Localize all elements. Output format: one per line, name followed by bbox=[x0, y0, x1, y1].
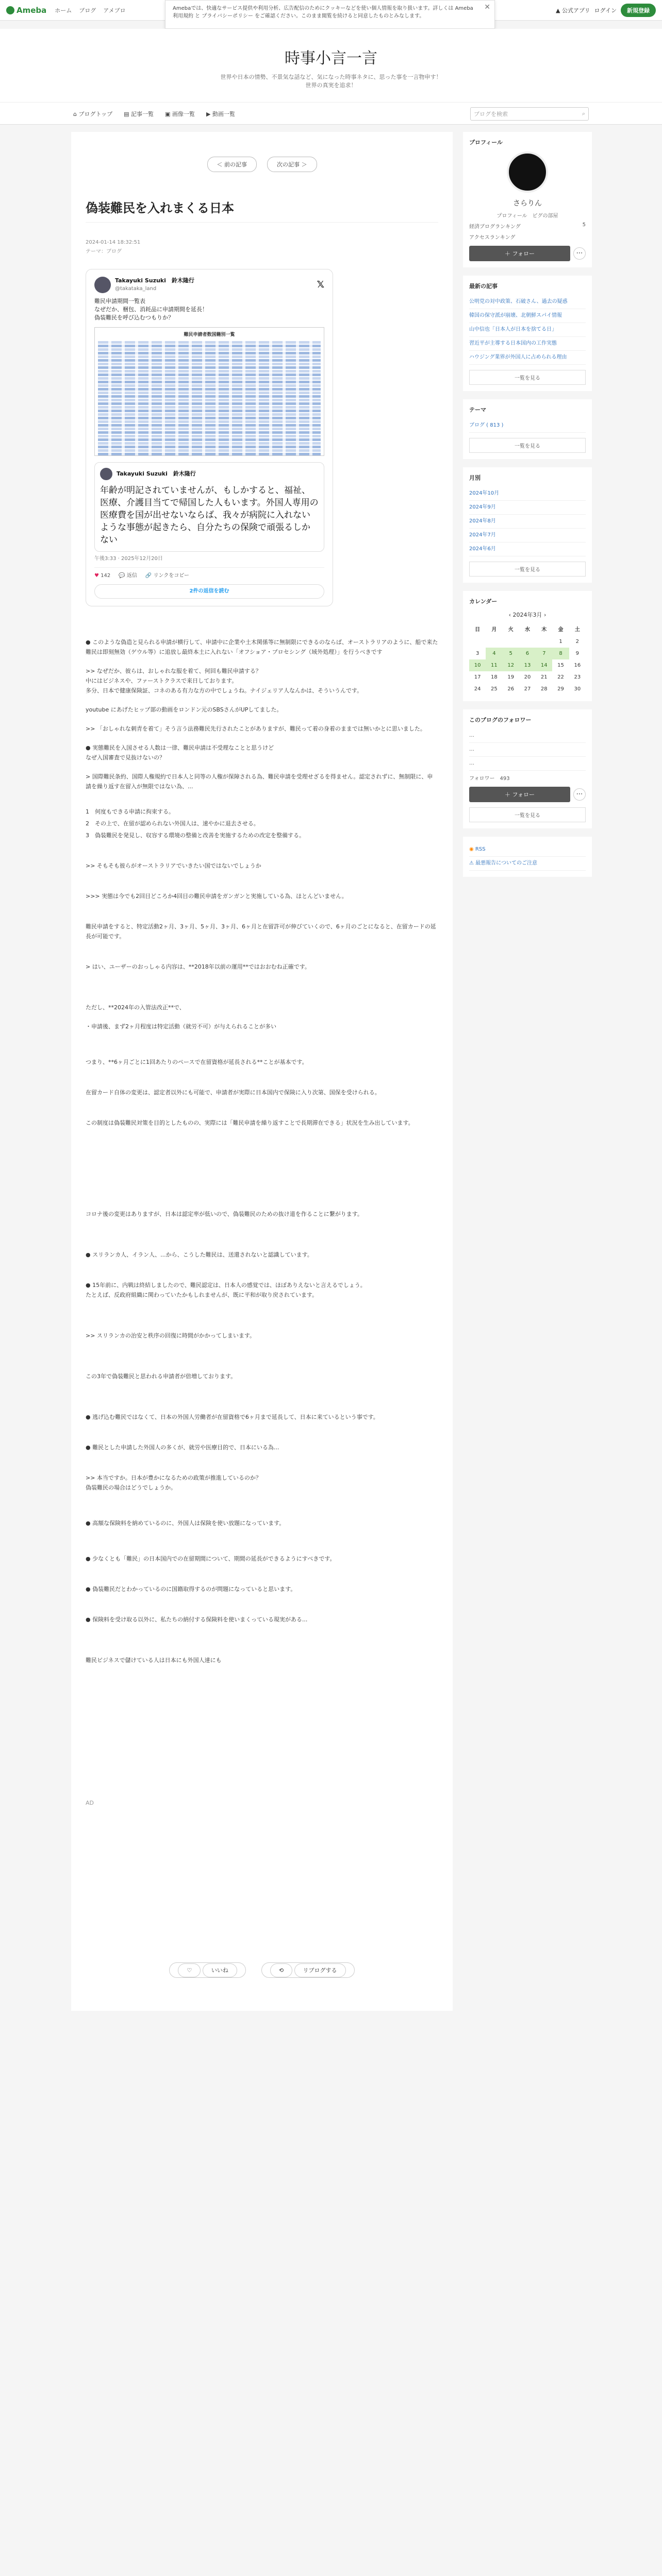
profile-name[interactable]: さらりん bbox=[513, 199, 542, 208]
blog-title[interactable]: 時事小言一言 bbox=[285, 49, 377, 67]
reply-icon: 💬 bbox=[119, 573, 125, 579]
profile-heading: プロフィール bbox=[469, 139, 503, 146]
calendar-heading: カレンダー bbox=[469, 598, 498, 605]
paragraph: ただし、**2024年の入管法改正**で、 bbox=[86, 1004, 185, 1011]
calendar-box bbox=[463, 591, 592, 701]
close-icon[interactable]: ✕ bbox=[484, 3, 490, 11]
brand-name: Ameba bbox=[16, 5, 47, 15]
recent-more-button[interactable]: 一覧を見る bbox=[469, 370, 586, 385]
weekday: 土 bbox=[574, 627, 580, 633]
recent-entry[interactable]: 習近平が主導する日本国内の工作実態 bbox=[469, 337, 586, 351]
app-link[interactable]: ▲ 公式アプリ bbox=[556, 7, 590, 14]
report-link[interactable] bbox=[469, 857, 586, 871]
calendar-month bbox=[469, 611, 586, 619]
nav-home[interactable]: ホーム bbox=[55, 7, 72, 14]
blog-desc-line1: 世界や日本の情勢、不景気な話など、気になった時事ネタに、思った事を一言物申す！ bbox=[220, 74, 442, 80]
list-item: 3 偽装難民を発見し、収容する環境の整備と改善を実施するための改定を整備する。 bbox=[86, 832, 305, 839]
paragraph: この3年で偽装難民と思われる申請者が倍増しております。 bbox=[86, 1373, 237, 1380]
paragraph: ● このような偽造と見られる申請が横行して、申請中に企業や土木関係等に無制限にできるのならば、オーストラリアのように、船で来た難民は即刻無効（ゲウル等）に追放し最終本土に入れない「オフショア・プロセシング（域外処理）」を行うべきです bbox=[86, 639, 438, 655]
ameba-logo-icon bbox=[6, 6, 14, 14]
paragraph: 難民ビジネスで儲けている人は日本にも外国人達にも bbox=[86, 1657, 222, 1664]
nav-blog[interactable]: ブログ bbox=[79, 7, 96, 14]
calendar-day: 17 bbox=[474, 674, 481, 680]
calendar-grid bbox=[469, 622, 586, 695]
paragraph: ● 実態難民を入国させる人数は一律、難民申請は不受理なことと思うけど なぜ入国審査で見抜けないの？ bbox=[86, 744, 274, 761]
month-heading: 月別 bbox=[469, 474, 481, 481]
monthly-box bbox=[463, 467, 592, 583]
avatar[interactable] bbox=[94, 277, 111, 293]
entry-theme[interactable]: テーマ：ブログ bbox=[86, 249, 122, 255]
calendar-day-with-post[interactable]: 8 bbox=[552, 648, 569, 659]
profile-links[interactable]: プロフィール ピグの部屋 bbox=[496, 213, 558, 219]
copy-label: リンクをコピー bbox=[153, 573, 189, 579]
tweet-actions bbox=[94, 567, 324, 580]
calendar-day-with-post[interactable]: 14 bbox=[536, 659, 552, 671]
calendar-day: 27 bbox=[524, 686, 531, 692]
cookie-text: Amebaでは、快適なサービス提供や利用分析、広告配信のためにクッキーなどを使い個人情報を取り扱います。詳しくは Ameba利用規約 と プライバシーポリシー をご確認ください。このまま閲覧を続けると同意したものとみなします。 bbox=[173, 6, 473, 19]
weekday: 火 bbox=[508, 627, 514, 633]
ranking-label: 経済ブログランキング bbox=[469, 224, 521, 230]
month-item[interactable]: 2024年7月 bbox=[469, 529, 586, 543]
weekday: 日 bbox=[475, 627, 481, 633]
calendar-day bbox=[519, 636, 536, 648]
paragraph: この制度は偽装難民対策を目的としたものの、実際には「難民申請を繰り返すことで長期滞在できる」状況を生み出しています。 bbox=[86, 1120, 414, 1126]
access-ranking-row[interactable] bbox=[469, 233, 586, 241]
weekday: 木 bbox=[541, 627, 547, 633]
like-button-label: いいね bbox=[203, 1963, 237, 1977]
tweet-table-image[interactable] bbox=[94, 327, 324, 456]
heart-icon: ♡ bbox=[178, 1963, 201, 1977]
reblog-button[interactable] bbox=[261, 1962, 355, 1978]
read-replies-button[interactable]: 2件の返信を読む bbox=[94, 584, 324, 599]
article-main bbox=[71, 132, 453, 2011]
report-label: 最悪報告についてのご注意 bbox=[475, 860, 537, 866]
more-icon[interactable]: ⋯ bbox=[573, 788, 586, 801]
sidebar bbox=[463, 132, 592, 885]
paragraph: ● 少なくとも「難民」の日本国内での在留期間について、期間の延長ができるようにすべきです。 bbox=[86, 1555, 336, 1562]
ameba-logo[interactable] bbox=[6, 6, 46, 15]
weekday: 金 bbox=[558, 627, 564, 633]
reply-action[interactable] bbox=[119, 572, 137, 580]
follow-button[interactable]: ＋ フォロー bbox=[469, 246, 570, 261]
calendar-day: 25 bbox=[491, 686, 498, 692]
table-caption: 難民申請者数国籍別一覧 bbox=[184, 332, 235, 337]
entry-meta bbox=[86, 238, 438, 257]
followers-box bbox=[463, 709, 592, 828]
ad-label: AD bbox=[86, 1800, 94, 1806]
blog-description bbox=[0, 73, 662, 90]
followers-heading: このブログのフォロワー bbox=[469, 717, 532, 723]
reblog-icon: ⟲ bbox=[270, 1963, 292, 1977]
calendar-day-with-post[interactable]: 11 bbox=[486, 659, 502, 671]
ranking-row[interactable] bbox=[469, 222, 586, 230]
login-link[interactable]: ログイン bbox=[594, 7, 617, 14]
follower-count-label: フォロワー 493 bbox=[469, 776, 510, 782]
calendar-day-with-post[interactable]: 7 bbox=[536, 648, 552, 659]
calendar-day-with-post[interactable]: 4 bbox=[486, 648, 502, 659]
paragraph: >> スリランカの治安と秩序の回復に時間がかかってしまいます。 bbox=[86, 1332, 256, 1339]
profile-box bbox=[463, 132, 592, 267]
register-button[interactable]: 新規登録 bbox=[621, 4, 656, 17]
theme-heading: テーマ bbox=[469, 406, 486, 413]
link-icon: 🔗 bbox=[145, 573, 152, 579]
theme-box bbox=[463, 399, 592, 459]
search-placeholder: ブログを検索 bbox=[474, 111, 508, 117]
recent-entry[interactable]: 公明党の対中政策、石破さん、過去の疑惑 bbox=[469, 295, 586, 309]
month-item[interactable]: 2024年6月 bbox=[469, 543, 586, 556]
nav-entry-list[interactable]: ▤ 記事一覧 bbox=[124, 111, 154, 117]
nav-video-list[interactable]: ▶ 動画一覧 bbox=[206, 111, 235, 117]
follower-item[interactable]: … bbox=[469, 757, 586, 771]
access-ranking-label: アクセスランキング bbox=[469, 235, 516, 241]
blog-desc-line2: 世界の真実を追求！ bbox=[305, 82, 357, 89]
calendar-day: 24 bbox=[474, 686, 481, 692]
paragraph: ● 偽装難民だとわかっているのに国籍取得するのが問題になっていると思います。 bbox=[86, 1586, 296, 1592]
copy-link-action[interactable] bbox=[145, 572, 189, 580]
follow-button-2[interactable]: ＋ フォロー bbox=[469, 787, 570, 802]
calendar-day: 18 bbox=[491, 674, 498, 680]
tweet-timestamp[interactable]: 午後3:33 · 2025年12月20日 bbox=[94, 556, 163, 562]
tweet-author[interactable]: Takayuki Suzuki 鈴木隆行 bbox=[115, 277, 194, 284]
more-icon[interactable]: ⋯ bbox=[573, 247, 586, 260]
blog-nav bbox=[0, 102, 662, 125]
calendar-day-with-post[interactable]: 5 bbox=[503, 648, 519, 659]
paragraph: ● スリランカ人、イラン人、...から、こうした難民は、送還されないと認識しています。 bbox=[86, 1251, 313, 1258]
calendar-day-with-post[interactable]: 12 bbox=[503, 659, 519, 671]
calendar-day: 22 bbox=[557, 674, 564, 680]
quoted-author[interactable]: Takayuki Suzuki 鈴木隆行 bbox=[117, 470, 196, 477]
recent-entry[interactable]: 韓国の保守派が崩壊、北朝鮮スパイ情報 bbox=[469, 309, 586, 323]
calendar-day: 20 bbox=[524, 674, 531, 680]
calendar-day bbox=[536, 636, 552, 648]
rss-icon: ◉ bbox=[469, 846, 474, 852]
quoted-tweet[interactable] bbox=[94, 462, 324, 552]
paragraph: ● 15年前に、内戦は終結しましたので、難民認定は、日本人の感覚では、ほぼありえないと言えるでしょう。 たとえば、反政府組織に関わっていたかもしれませんが、既に平和が取り戻されています。 bbox=[86, 1282, 366, 1298]
calendar-day: 26 bbox=[507, 686, 515, 692]
reblog-button-label: リブログする bbox=[294, 1963, 346, 1977]
quoted-text: 年齢が明記されていませんが、もしかすると、福祉、医療、介護目当てで帰国した人もいます。外国人専用の医療費を国が出せないならば、我々が病院に入れないような事態が起きたら、自分たちの保険で頑張るしかない bbox=[100, 485, 319, 545]
entry-title[interactable]: 偽装難民を入れまくる日本 bbox=[86, 198, 438, 223]
follower-count[interactable] bbox=[469, 774, 586, 782]
paragraph: つまり、**6ヶ月ごとに1回あたりのペースで在留資格が延長される**ことが基本です。 bbox=[86, 1059, 308, 1065]
calendar-day: 1 bbox=[559, 639, 562, 645]
paragraph: 在留カード自体の変更は、認定者以外にも可能で、申請者が実際に日本国内で保険に入り次第、国保を受けられる。 bbox=[86, 1089, 380, 1096]
prev-entry-button[interactable]: ＜ 前の記事 bbox=[207, 157, 257, 172]
paragraph: ● 高額な保険料を納めているのに、外国人は保険を使い放題になっています。 bbox=[86, 1520, 285, 1527]
paragraph: >> そもそも彼らがオーストラリアでいきたい国ではないでしょうか bbox=[86, 862, 261, 869]
calendar-day-with-post[interactable]: 6 bbox=[519, 648, 536, 659]
nav-blog-top-label: ブログトップ bbox=[78, 111, 113, 117]
paragraph: ● 逃げ込む難民ではなくて、日本の外国人労働者が在留資格で6ヶ月まで延長して、日本に来ているという事です。 bbox=[86, 1414, 379, 1420]
recent-entry[interactable]: ハウジング業界が外国人に占められる理由 bbox=[469, 351, 586, 365]
paragraph: コロナ後の変更はありますが、日本は認定率が低いので、偽装難民のための抜け道を作ることに繋がります。 bbox=[86, 1211, 363, 1217]
calendar-day: 2 bbox=[575, 639, 580, 645]
embedded-tweet[interactable] bbox=[86, 269, 333, 606]
paragraph: ・申請後、まず2ヶ月程度は特定活動（就労不可）が与えられることが多い bbox=[86, 1023, 276, 1030]
global-nav bbox=[55, 6, 125, 14]
calendar-day: 28 bbox=[540, 686, 548, 692]
calendar-day: 16 bbox=[574, 663, 581, 668]
search-icon[interactable]: ⌕ bbox=[582, 110, 585, 117]
calendar-day-with-post[interactable]: 10 bbox=[469, 659, 486, 671]
nav-entry-list-label: 記事一覧 bbox=[131, 111, 154, 117]
paragraph: >>> 実態は今でも2回目どころか4回目の難民申請をガンガンと実施している為、ほとんどいません。 bbox=[86, 893, 347, 900]
nav-video-list-label: 動画一覧 bbox=[212, 111, 235, 117]
recent-heading: 最新の記事 bbox=[469, 283, 498, 290]
calendar-day: 30 bbox=[574, 686, 581, 692]
ranking-value: 5 bbox=[582, 222, 586, 228]
paragraph: >> 本当ですか。日本が豊かになるための政策が推進しているのか？ 偽装難民の場合はどうでしょうか。 bbox=[86, 1475, 261, 1491]
recent-entries-box bbox=[463, 276, 592, 391]
calendar-day bbox=[503, 636, 519, 648]
calendar-day bbox=[469, 636, 486, 648]
table-rows bbox=[98, 341, 321, 455]
heart-icon: ♥ bbox=[94, 573, 99, 579]
paragraph: >> なぜだか、彼らは、おしゃれな服を着て、何回も難民申請する？ 中にはビジネスや、ファーストクラスで来日しております。 多分、日本で健康保険証、コネのある有力な方の中でしょうね。ナイジェリア人なんかは、そういうんです。 bbox=[86, 668, 363, 694]
tweet-text: 難民申請期間一覧表 なぜだか、梱包、消耗品に申請期間を延長！ 偽装難民を呼び込むつもりか？ bbox=[94, 298, 208, 321]
tweet-handle[interactable]: @takataka_land bbox=[115, 286, 157, 292]
cookie-banner bbox=[165, 0, 495, 29]
paragraph: 難民申請をすると、特定活動2ヶ月、3ヶ月、5ヶ月、3ヶ月、6ヶ月と在留許可が伸びていくので、6ヶ月のごとになると、在留カードの延長が可能です。 bbox=[86, 923, 436, 940]
like-count: 142 bbox=[101, 573, 111, 579]
nav-image-list[interactable]: ▣ 画像一覧 bbox=[165, 111, 195, 117]
calendar-month-label: 2024年3月 bbox=[512, 612, 542, 618]
nav-image-list-label: 画像一覧 bbox=[172, 111, 195, 117]
paragraph: > 国際難民条約、国際人権規約で日本人と同等の人権が保障される為、難民申請を受理せざるを得ません。認定されずに、無制限に、申請を繰り返す在留入が無限ではない為、... bbox=[86, 773, 433, 790]
chevron-right-icon[interactable]: › bbox=[544, 612, 547, 618]
paragraph: ● 保険料を受け取る以外に、私たちの納付する保険料を使いまくっている現実がある... bbox=[86, 1616, 308, 1623]
like-button[interactable] bbox=[169, 1962, 245, 1978]
calendar-day: 29 bbox=[557, 686, 564, 692]
calendar-day: 9 bbox=[575, 651, 580, 656]
rss-link[interactable] bbox=[469, 843, 586, 857]
paragraph: >> 「おしゃれな刺青を着て」そう言う法務難民先行されたことがありますが、難民って着の身着のままでは無いかとに思いました。 bbox=[86, 725, 426, 732]
avatar[interactable] bbox=[507, 151, 548, 193]
follower-item[interactable]: … bbox=[469, 729, 586, 743]
article-actions bbox=[86, 1962, 438, 1978]
recent-entry[interactable]: 山中信也「日本人が日本を捨てる日」 bbox=[469, 323, 586, 337]
paragraph: ● 難民とした申請した外国人の多くが、就労や医療目的で、日本にいる為... bbox=[86, 1444, 279, 1451]
warning-icon: ⚠ bbox=[469, 860, 474, 866]
month-item[interactable]: 2024年10月 bbox=[469, 487, 586, 501]
month-item[interactable]: 2024年8月 bbox=[469, 515, 586, 529]
paragraph: youtube にあげたヒップ部の動画をロンドン元のSBSさんがUPしてました。 bbox=[86, 706, 283, 713]
misc-links-box bbox=[463, 837, 592, 877]
weekday: 月 bbox=[491, 627, 497, 633]
nav-ameblo[interactable]: アメブロ bbox=[103, 7, 126, 14]
month-more-button[interactable]: 一覧を見る bbox=[469, 562, 586, 577]
x-logo-icon[interactable]: 𝕏 bbox=[317, 279, 324, 290]
weekday: 水 bbox=[524, 627, 530, 633]
followers-more-button[interactable]: 一覧を見る bbox=[469, 807, 586, 822]
calendar-day bbox=[486, 636, 502, 648]
calendar-day: 21 bbox=[540, 674, 548, 680]
calendar-day: 3 bbox=[475, 651, 479, 656]
calendar-day: 23 bbox=[574, 674, 581, 680]
entry-date: 2024-01-14 18:32:51 bbox=[86, 240, 141, 245]
blog-search-input[interactable] bbox=[470, 107, 589, 121]
article-pager bbox=[86, 157, 438, 172]
like-action[interactable] bbox=[94, 572, 110, 580]
month-item[interactable]: 2024年9月 bbox=[469, 501, 586, 515]
calendar-day: 19 bbox=[507, 674, 515, 680]
avatar[interactable] bbox=[100, 468, 112, 480]
paragraph: > はい、ユーザーのおっしゃる内容は、**2018年以前の運用**ではおおむね正確です。 bbox=[86, 963, 310, 970]
calendar-day-with-post[interactable]: 13 bbox=[519, 659, 536, 671]
theme-item[interactable]: ブログ ( 813 ) bbox=[469, 419, 586, 433]
nav-blog-top[interactable]: ⌂ ブログトップ bbox=[73, 111, 113, 117]
list-item: 2 その上で、在留が認められない外国人は、速やかに退去させる。 bbox=[86, 820, 259, 827]
rss-label: RSS bbox=[475, 846, 486, 852]
follower-item[interactable]: … bbox=[469, 743, 586, 757]
chevron-left-icon[interactable]: ‹ bbox=[508, 612, 511, 618]
reply-label: 返信 bbox=[126, 573, 137, 579]
theme-more-button[interactable]: 一覧を見る bbox=[469, 438, 586, 453]
next-entry-button[interactable]: 次の記事 ＞ bbox=[267, 157, 317, 172]
calendar-day: 15 bbox=[557, 663, 564, 668]
list-item: 1 何度もできる申請に拘束する。 bbox=[86, 808, 174, 815]
header-actions bbox=[556, 4, 656, 17]
